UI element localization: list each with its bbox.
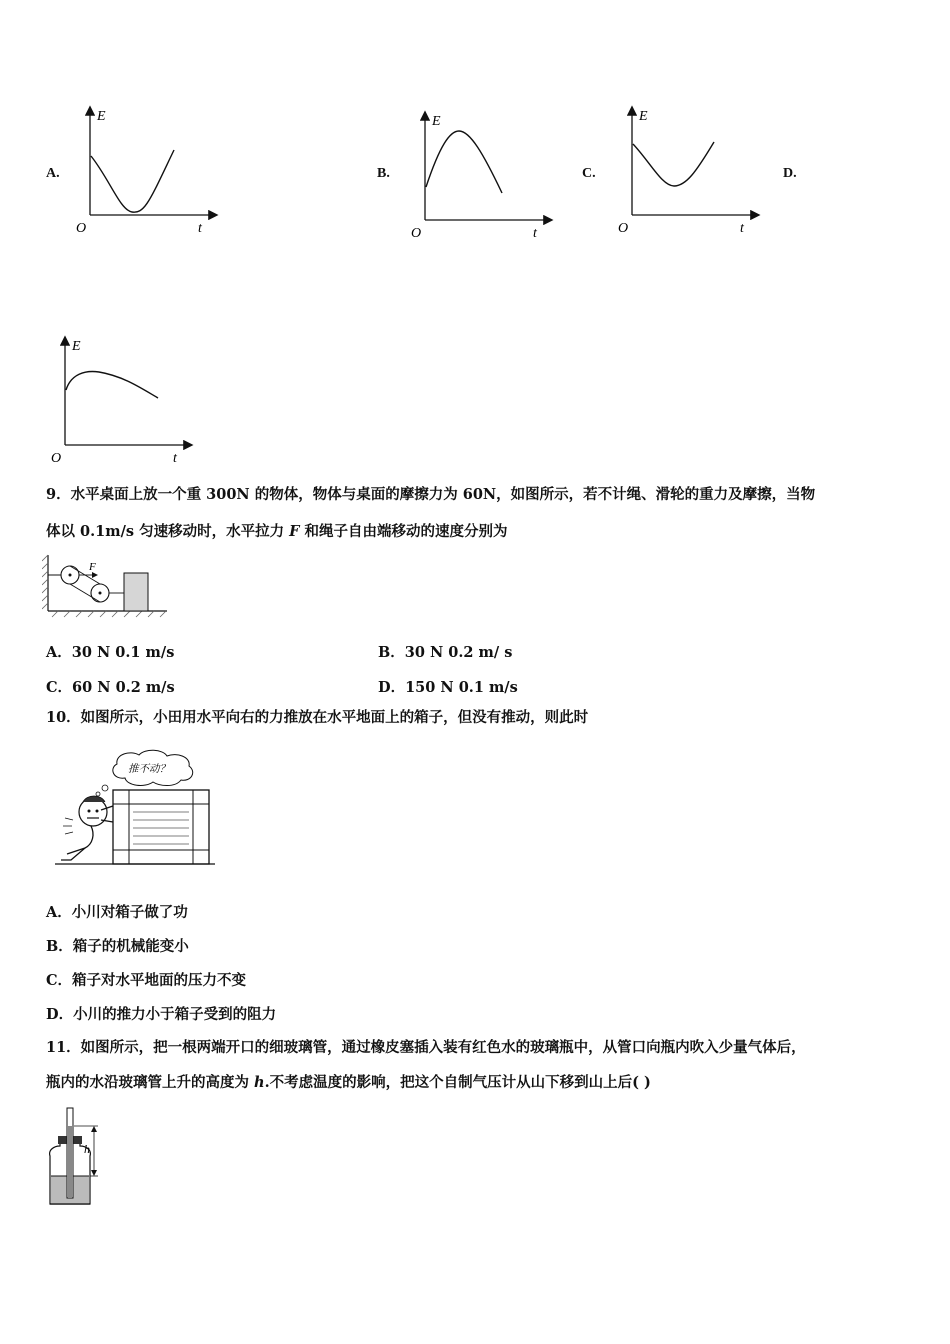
q10-option-a[interactable]: A．小川对箱子做了功 [46,904,188,921]
q10-option-b[interactable]: B．箱子的机械能变小 [46,938,189,955]
push-box-figure [55,748,215,870]
wall-hatch [42,555,48,609]
graph-b [405,105,565,245]
q9-force-symbol: F [289,523,300,540]
q11-text-line2 [46,1071,651,1095]
option-b-label: B. [377,166,390,181]
axis-label-e: E [639,109,648,124]
q9-text-line2 [46,520,508,544]
q11-height-symbol: h [254,1074,265,1091]
q10-text: 10．如图所示，小田用水平向右的力推放在水平地面上的箱子，但没有推动，则此时 [46,709,589,726]
origin-label: O [618,221,629,236]
curve [426,131,502,193]
q9-option-c[interactable]: C．60 N 0.2 m/s [46,679,175,696]
graph-a [70,100,230,240]
curve [91,150,174,212]
person-body [67,826,93,854]
curve [66,372,158,398]
origin-label: O [76,221,87,236]
pulley-figure [42,553,172,618]
option-a-label: A. [46,166,60,181]
q11-text-line2-a: 瓶内的水沿玻璃管上升的高度为 [46,1074,255,1091]
origin-label: O [411,226,422,241]
option-c-label: C. [582,166,596,181]
effort-lines [63,818,73,834]
q10-option-c[interactable]: C．箱子对水平地面的压力不变 [46,972,247,989]
water-column [68,1126,72,1198]
q9-option-d[interactable]: D．150 N 0.1 m/s [378,679,518,696]
crate [113,790,209,864]
q11-text-line1: 11．如图所示，把一根两端开口的细玻璃管，通过橡皮塞插入装有红色水的玻璃瓶中，从管口向瓶内吹入少量气体后， [46,1039,806,1056]
axis-label-e: E [72,339,81,354]
axis-label-t: t [533,226,537,241]
q9-option-b[interactable]: B．30 N 0.2 m/ s [378,644,513,661]
block [124,573,148,611]
curve [633,142,714,186]
q9-text-line2-b: 和绳子自由端移动的速度分别为 [299,523,508,540]
q10-option-d[interactable]: D．小川的推力小于箱子受到的阻力 [46,1006,277,1023]
option-d-label: D. [783,166,797,181]
q11-text-line2-b: .不考虑温度的影响，把这个自制气压计从山下移到山上后( ) [264,1074,651,1091]
axis-label-t: t [173,451,177,466]
force-label: F [89,561,96,573]
q9-text-line1: 9．水平桌面上放一个重 300N 的物体，物体与桌面的摩擦力为 60N，如图所示，若不计绳、滑轮的重力及摩擦，当物 [46,486,816,503]
axis-label-e: E [432,114,441,129]
axis-label-e: E [97,109,106,124]
barometer-figure [40,1104,110,1210]
graph-c [612,100,772,240]
floor-hatch [52,611,166,617]
q9-option-a[interactable]: A．30 N 0.1 m/s [46,644,175,661]
height-label: h [84,1142,90,1156]
axis-label-t: t [198,221,202,236]
graph-d [45,330,205,470]
person-head [79,798,107,826]
origin-label: O [51,451,62,466]
thought-text: 推不动？ [128,763,170,775]
q9-text-line2-a: 体以 0.1m/s 匀速移动时，水平拉力 [46,523,290,540]
axis-label-t: t [740,221,744,236]
